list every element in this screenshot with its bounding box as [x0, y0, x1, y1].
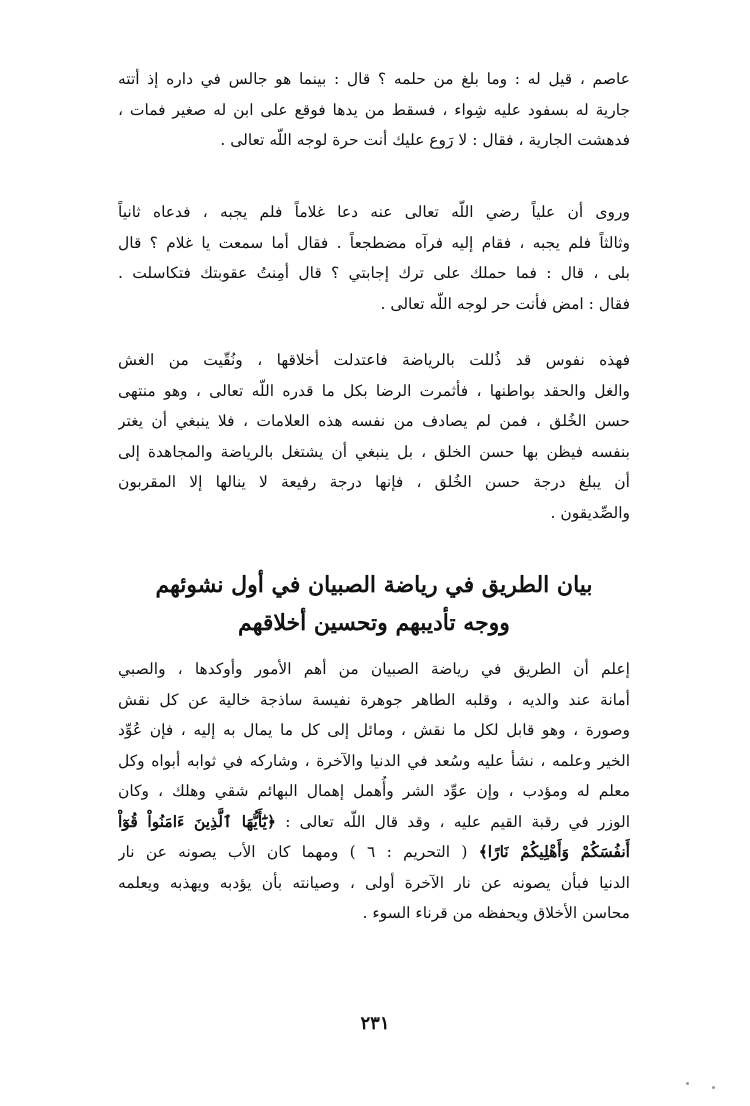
text-line: وثالثاً فلم يجبه ، فقام إليه فرآه مضطجعاً . فقال أما سمعت يا غلام ؟ قال — [118, 233, 630, 252]
text-line: معلم له ومؤدب ، وإن عوِّد الشر وأُهمل إهمال البهائم شقي وهلك ، وكان — [118, 782, 630, 800]
text-line: فقال : امض فأنت حر لوجه اللّه تعالى . — [380, 294, 630, 313]
text-line: فدهشت الجارية ، فقال : لا رَوع عليك أنت حرة لوجه اللّه تعالى . — [220, 131, 630, 149]
paragraph-raising-children — [118, 654, 630, 929]
text-line: حسن الخُلق ، فمن لم يصادف من نفسه هذه العلامات ، فلا ينبغي أن يغتر — [118, 412, 630, 430]
text-line: والصِّديقون . — [550, 503, 630, 522]
paragraph-story-of-ali — [118, 197, 630, 319]
text-line-with-verse — [118, 837, 630, 868]
text-line: وصورة ، وهو قابل لكل ما نقش ، ومائل إلى كل ما يمال به إليه ، فإن عُوِّد — [118, 721, 630, 739]
paragraph-story-of-asim — [118, 64, 630, 156]
text-line: جارية له بسفود عليه شِواء ، فسقط من يدها فوقع على ابن له صغير فمات ، — [118, 100, 630, 119]
text-line: فهذه نفوس قد ذُللت بالرياضة فاعتدلت أخلاقها ، ونُقّيت من الغش — [118, 351, 630, 369]
text-line: الدنيا فبأن يصونه عن نار الآخرة أولى ، وصيانته بأن يؤدبه ويهذبه ويعلمه — [118, 873, 630, 892]
text-line: إعلم أن الطريق في رياضة الصبيان من أهم الأمور وأوكدها ، والصبي — [118, 660, 630, 678]
text-line: وروى أن علياً رضي اللّه تعالى عنه دعا غلاماً فلم يجبه ، فدعاه ثانياً — [118, 203, 630, 221]
line-text: ( التحريم : ٦ ) ومهما كان الأب يصونه عن نار — [118, 843, 468, 861]
text-line: عاصم ، قيل له : وما بلغ من حلمه ؟ قال : بينما هو جالس في داره إذ أتته — [118, 70, 630, 88]
text-line: أمانة عند والديه ، وقلبه الطاهر جوهرة نفيسة ساذجة خالية عن كل نقش — [118, 690, 630, 709]
text-line: والغل والحقد بواطنها ، فأثمرت الرضا بكل ما قدره اللّه تعالى ، وهو منتهى — [118, 381, 630, 400]
paragraph-disciplined-souls — [118, 345, 630, 528]
text-line: الخير وعلمه ، نشأ عليه وسُعد في الدنيا والآخرة ، وشاركه في ثوابه أبواه وكل — [118, 751, 630, 770]
text-line: أن يبلغ درجة حسن الخُلق ، فإنها درجة رفيعة لا ينالها إلا المقربون — [118, 473, 630, 491]
quran-verse: ﴿يَٰٓأَيُّهَا ٱلَّذِينَ ءَامَنُواْ قُوٓاْ — [118, 811, 276, 831]
heading-line: بيان الطريق في رياضة الصبيان في أول نشوئهم — [155, 572, 593, 598]
text-line: محاسن الأخلاق ويحفظه من قرناء السوء . — [362, 904, 630, 922]
section-heading — [118, 566, 630, 642]
text-line-with-verse — [118, 807, 630, 838]
text-line: بنفسه فيظن بها حسن الخلق ، بل ينبغي أن يشتغل بالرياضة والمجاهدة إلى — [118, 442, 630, 461]
line-text: الوزر في رقبة القيم عليه ، وقد قال اللّه تعالى : — [285, 812, 630, 831]
text-line: بلى ، قال : فما حملك على ترك إجابتي ؟ قال أمِنتُ عقوبتك فتكاسلت . — [118, 264, 630, 282]
scan-speck — [712, 1086, 715, 1089]
page-number: ٢٣١ — [360, 1013, 390, 1034]
quran-verse: أَنفُسَكُمْ وَأَهْلِيكُمْ نَارًا﴾ — [478, 842, 630, 861]
scan-speck — [686, 1082, 689, 1085]
heading-line: ووجه تأديبهم وتحسين أخلاقهم — [238, 610, 510, 636]
